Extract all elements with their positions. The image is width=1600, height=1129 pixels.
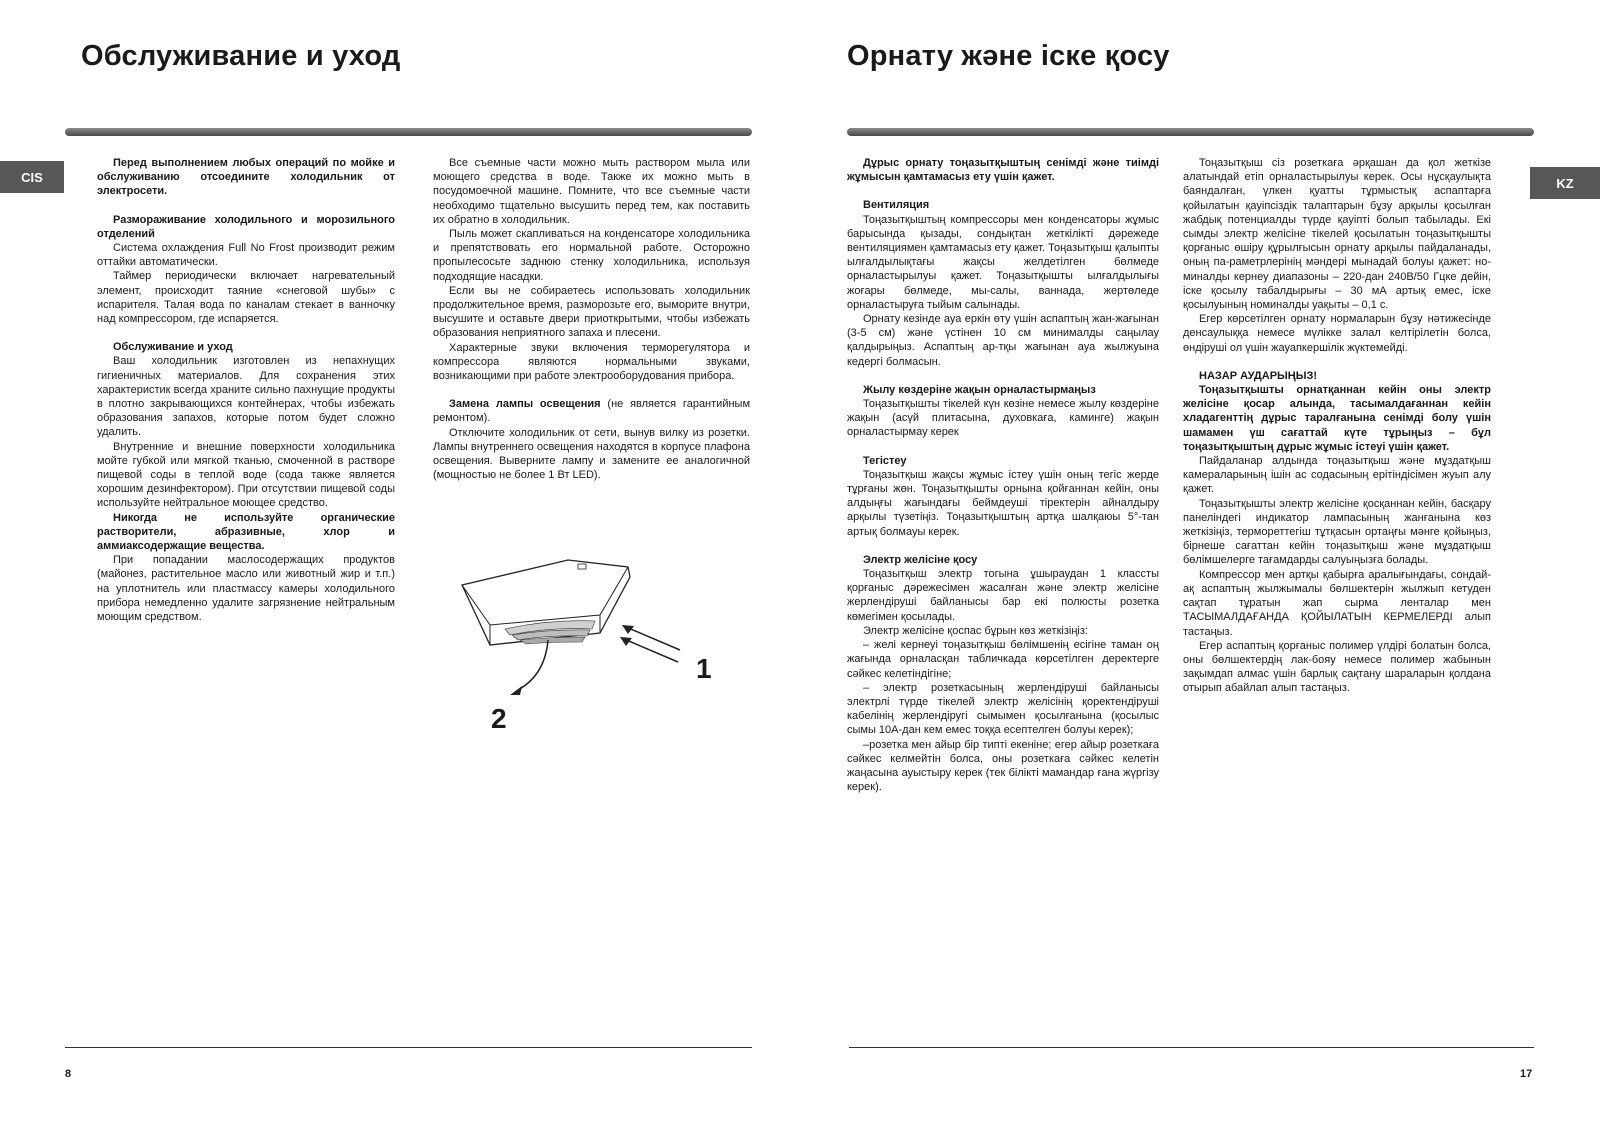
bold-warning: Никогда не используйте органические растворители, абразивные, хлор и аммиаксодержащие вещества. xyxy=(97,511,395,553)
page-number-left: 8 xyxy=(65,1068,72,1080)
safety-warning: Перед выполнением любых операций по мойке и обслуживанию отсоедините холодильник от электросети. xyxy=(97,157,395,198)
paragraph: Тоңазытқыш электр тогына ұшыраудан 1 классты қорғаныс дәрежесімен жасалған және электр желісіне жерлендіруші байланысы бар екі полюсты розетка көмегімен қосылады. xyxy=(847,568,1159,623)
paragraph: Егер аспаптың қорғаныс полимер үлдірі болатын болса, оны бөлшектердің лак-бояу немесе полимер жабынын зақымдап алмас үшін барлық сақтану шараларын қолдана отырып абайлап алып тастаңыз. xyxy=(1183,639,1491,695)
paragraph: – электр розеткасының жерлендіруші байланысы электрлі түрде тікелей электр желісінің қоректендіруші кабелінің жерлендіругі сымымен қосылғанына (қосылыс сымы 10А-дан кем емес тоққа есептелген болуы керек); xyxy=(847,681,1159,737)
lamp-housing-illustration xyxy=(450,555,730,755)
page-number-right: 17 xyxy=(1520,1068,1533,1080)
paragraph: Таймер периодически включает нагревательный элемент, происходит таяние «снеговой шубы» с испарителя. Талая вода по каналам стекает в ванночку над компрессором, где испаряется. xyxy=(97,270,395,326)
lamp-housing-tab xyxy=(578,564,586,569)
paragraph: Если вы не собираетесь использовать холодильник продолжительное время, разморозьте его, выморите внутри, высушите и оставьте двери приоткрытыми, чтобы избежать образования неприятного запаха и плесени. xyxy=(433,284,750,340)
language-tab-cis: CIS xyxy=(0,161,64,193)
paragraph: Тоңазытқыш сіз розеткаға әрқашан да қол жеткізе алатындай етіп орналастырылуы керек. Осы нұсқаулықта баяндалған, үлкен қуатты тұрмыстық аспаптарға қойылатын қауіпсіздік талаптарын бұзу арқылы қосылған жабдық потенциалды түрде қауіпті болып табылады. Екі сымды электр желісіне тікелей қосылатын тоңазытқышты қорғаныс өшіру құрылғысын орнату арқылы пайдаланады, оның па-раметрлерінің мәндері мынадай болуы қажет: но-миналды кернеу диапазоны – 220-дан 240В/50 Гцке дейін, іске қосылу табалдырығы – 30 мА артық емес, іске қосылуының номиналды уақыты – 0,1 с. xyxy=(1183,157,1491,312)
lamp-note: (не является гарантийным ремонтом). xyxy=(433,398,751,425)
page-title-right: Орнату және іске қосу xyxy=(847,40,1170,72)
callout-2: 2 xyxy=(491,703,507,734)
lamp-heading: Замена лампы освещения xyxy=(449,398,601,411)
paragraph: Система охлаждения Full No Frost производит режим оттайки автоматически. xyxy=(97,242,395,269)
left-column-1 xyxy=(97,156,395,624)
lamp-replacement-paragraph xyxy=(433,397,750,425)
header-bar-right xyxy=(847,128,1534,136)
attention-body: Тоңазытқышты орнатқаннан кейін оны электр желісіне қосар алында, тасымалдағаннан кейін хладагенттің дұрыс таралғанына сенімді болу үшін шамамен үш сағаттай күте тұрыңыз – бұл тоңазытқыштың дұрыс жұмыс істеуі үшін қажет. xyxy=(1183,384,1491,453)
paragraph: Тоңазытқыштың компрессоры мен конденсаторы жұмыс барысында қызады, сондықтан жеткілікті дәрежеде вентиляциямен қамтамасыз ету қажет. Тоңазытқыш қалыпты ылғалдылықтағы жақсы желдетілген бөлмеде орналастырылуы қажет. Тоңазытқышты ылғалдылығы жоғары бөлмеде, мы-салы, ваннада, жертөледе орналастыруға тыйым салынады. xyxy=(847,213,1159,311)
paragraph: – желі кернеуі тоңазытқыш бөлімшенің есігіне таман оң жағында орналасқан табличкада көрсетілген деректерге сәйкес келетіндігіне; xyxy=(847,639,1159,680)
paragraph: Тоңазытқышты электр желісіне қосқаннан кейін, басқару панеліндегі индикатор лампасының жанғанына көз жеткізіңіз, термореттегіш тұтқасын ортаңғы мәнге қойыңыз, бірнеше сағаттан кейін тоңазытқыш және мұздатқыш бөлімшелерге тағамдарды салуыңызға болады. xyxy=(1183,497,1491,567)
page-title-left: Обслуживание и уход xyxy=(81,40,401,72)
section-heading-ventilation: Вентиляция xyxy=(863,199,930,212)
footer-rule-right xyxy=(849,1047,1534,1048)
right-column-2 xyxy=(1183,156,1491,696)
right-column-1 xyxy=(847,156,1159,794)
section-heading-electrical: Электр желісіне қосу xyxy=(863,553,978,566)
paragraph: Егер көрсетілген орнату нормаларын бұзу нәтижесінде денсаулыққа немесе мүлікке залал келтірілетін болса, өндіруші ол үшін жауапкершілік жүктемейді. xyxy=(1183,313,1491,354)
header-bar-left xyxy=(65,128,752,136)
callout-1: 1 xyxy=(696,653,712,684)
arrow-head-2 xyxy=(510,686,522,695)
paragraph: При попадании маслосодержащих продуктов (майонез, растительное масло или животный жир и т.п.) на уплотнитель или пластмассу камеры холодильного прибора немедленно удалите загрязнение нейтральным моющим средством. xyxy=(97,554,395,624)
section-heading-heat-sources: Жылу көздеріне жақын орналастырмаңыз xyxy=(863,383,1096,396)
paragraph: Все съемные части можно мыть раствором мыла или моющего средства в воде. Также их можно мыть в посудомоечной машине. Помните, что все съемные части необходимо тщательно высушить перед тем, как поставить их обратно в холодильник. xyxy=(433,157,750,226)
left-column-2 xyxy=(433,156,750,482)
paragraph: Внутренние и внешние поверхности холодильника мойте губкой или мягкой тканью, смоченной в растворе пищевой соды в теплой воде (сода также является хорошим дезинфектором). При отсутствии пищевой соды используйте нейтральное моющее средство. xyxy=(97,440,395,510)
installation-intro: Дұрыс орнату тоңазытқыштың сенімді және тиімді жұмысын қамтамасыз ету үшін қажет. xyxy=(847,157,1159,184)
paragraph: Компрессор мен артқы қабырға аралығындағы, сондай-ақ аспаптың жылжымалы бөлшектерін жылжып кетуден сақтап тұратын жап сырма ленталар мен ТАСЫМАЛДАҒАНДА ҚОЙЫЛАТЫН КЕРМЕЛЕРДІ алып тастаңыз. xyxy=(1183,568,1491,638)
paragraph: Орнату кезінде ауа еркін өту үшін аспаптың жан-жағынан (3-5 см) және үстінен 10 см минималды саңылау қалдырыңыз. Аспаптың ар-тқы жағынан ауа жылжуына кедергі болмасын. xyxy=(847,313,1159,368)
paragraph: Ваш холодильник изготовлен из непахнущих гигиеничных материалов. Для сохранения этих характеристик всегда храните сильно пахнущие продукты в плотно закрывающихся контейнерах, чтобы избежать образования запахов, которые потом будет сложно удалить. xyxy=(97,355,395,439)
paragraph: –розетка мен айыр бір типті екеніне; егер айыр розеткаға сәйкес келмейтін болса, оны розеткаға сәйкес келетін жаңасына ауыстыру керек (тек білікті мамандар ғана жүргізу керек). xyxy=(847,738,1159,794)
attention-heading: НАЗАР АУДАРЫҢЫЗ! xyxy=(1199,369,1318,382)
paragraph: Пыль может скапливаться на конденсаторе холодильника и препятствовать его нормальной работе. Осторожно пропылесосьте заднюю стенку холодильника, используя подходящие насадки. xyxy=(433,228,750,283)
arrow-line-2 xyxy=(518,640,548,690)
paragraph: Отключите холодильник от сети, вынув вилку из розетки. Лампы внутреннего освещения находятся в корпусе плафона освещения. Выверните лампу и замените ее аналогичной (мощностью не более 1 Вт LED). xyxy=(433,426,750,482)
paragraph: Тоңазытқыш жақсы жұмыс істеу үшін оның тегіс жерде тұрғаны жөн. Тоңазытқышты орнына қойғаннан кейін, оны алдыңғы жағындағы беймдеуші тіректерін айналдыру арқылы түзетіңіз. Тоңазытқыштың артқа шалқаюы 5°-тан артық болмауы керек. xyxy=(847,468,1159,538)
section-heading-care: Обслуживание и уход xyxy=(113,341,233,354)
paragraph: Характерные звуки включения терморегулятора и компрессора являются нормальными звуками, возникающими при работе электрооборудования прибора. xyxy=(433,341,750,383)
language-tab-kz: KZ xyxy=(1530,167,1600,199)
paragraph: Пайдаланар алдында тоңазытқыш және мұздатқыш камераларының ішін ас содасының ерітіндісімен жуып алу қажет. xyxy=(1183,455,1491,496)
footer-rule-left xyxy=(65,1047,752,1048)
section-heading-defrost: Размораживание холодильного и морозильного отделений xyxy=(97,213,395,240)
arrow-line-1 xyxy=(624,639,678,662)
arrow-line-1 xyxy=(626,627,680,650)
paragraph: Тоңазытқышты тікелей күн көзіне немесе жылу көздеріне жақын (асүй плитасына, духовкаға, каминге) жақын орналастырмау керек xyxy=(847,398,1159,439)
paragraph: Электр желісіне қоспас бұрын көз жеткізіңіз: xyxy=(863,624,1088,637)
section-heading-levelling: Тегістеу xyxy=(863,454,907,467)
